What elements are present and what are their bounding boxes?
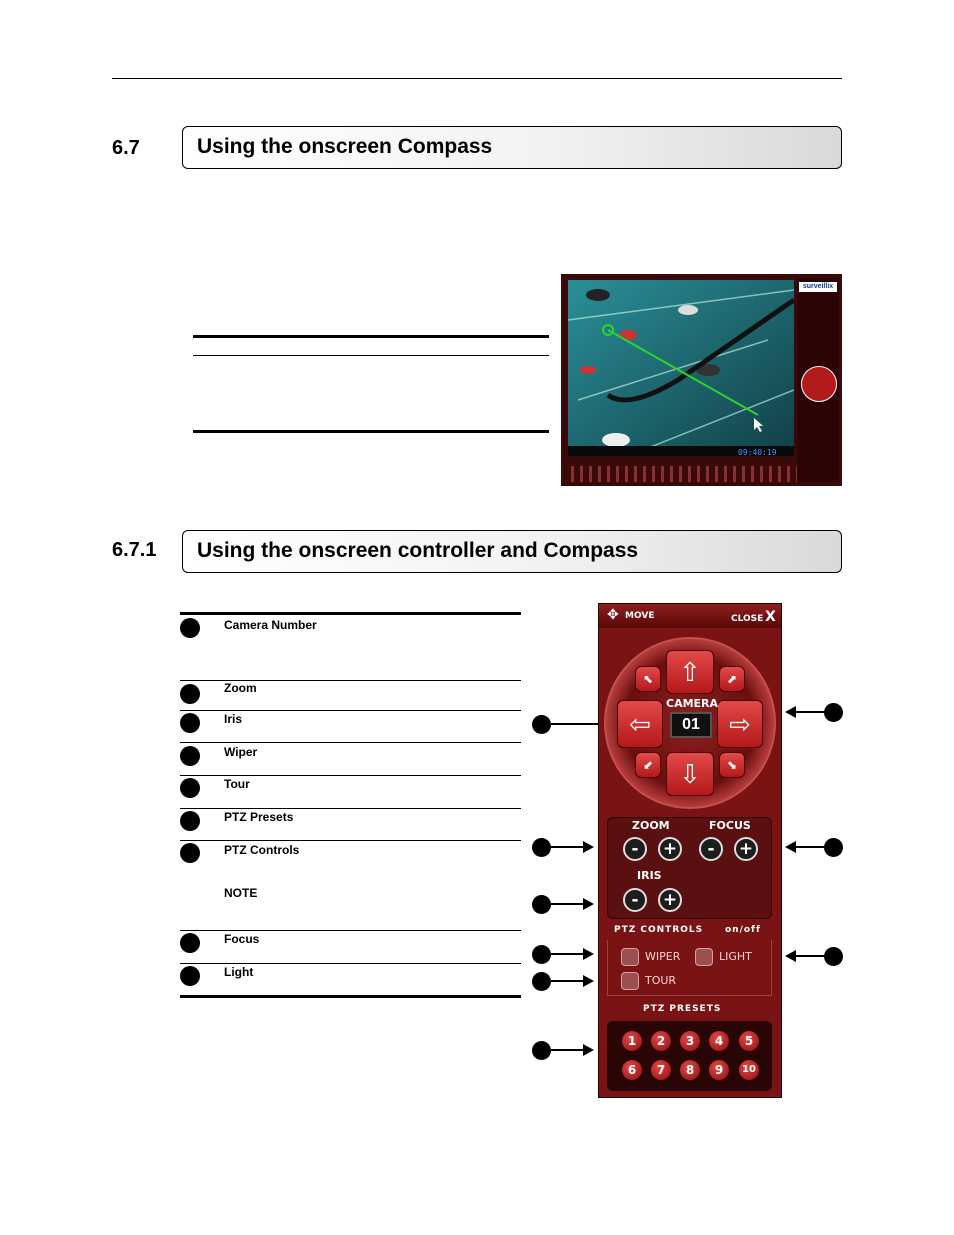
pan-down-left-button[interactable]: ⬋ [635,752,661,778]
section-title: Using the onscreen Compass [197,135,493,158]
legend-row-divider [180,742,521,743]
section-heading-box [182,126,842,169]
pan-up-button[interactable]: ⇧ [666,650,714,694]
preset-button-9[interactable]: 9 [708,1059,730,1081]
zoom-out-button[interactable]: - [623,837,647,861]
section-number: 6.7 [112,137,140,159]
preset-button-7[interactable]: 7 [650,1059,672,1081]
legend-row-divider [180,710,521,711]
preset-button-6[interactable]: 6 [621,1059,643,1081]
legend-label-iris: Iris [224,712,243,726]
preset-button-4[interactable]: 4 [708,1030,730,1052]
preset-button-8[interactable]: 8 [679,1059,701,1081]
wiper-checkbox[interactable] [621,948,639,966]
pan-up-right-button[interactable]: ⬈ [719,666,745,692]
legend-bullet [180,713,200,733]
callout-arrow-head [583,948,594,960]
preset-button-10[interactable]: 10 [738,1059,760,1081]
screenshot-bottom-bar [565,466,797,482]
ptz-presets-label: PTZ PRESETS [643,1004,722,1014]
note-rule-top [193,335,549,338]
note-rule-mid [193,355,549,356]
focus-label: FOCUS [709,819,751,832]
focus-near-button[interactable]: - [699,837,723,861]
camera-number-display[interactable]: 01 [670,712,712,738]
close-label[interactable]: CLOSE [731,614,764,624]
clock-text: 09:40:19 [738,448,777,456]
legend-table-bottom-rule [180,995,521,998]
light-label: LIGHT [719,950,752,963]
callout-arrow [795,846,825,848]
subsection-title: Using the onscreen controller and Compass [197,539,639,562]
callout-arrow [551,1049,584,1051]
legend-bullet [180,684,200,704]
preset-button-2[interactable]: 2 [650,1030,672,1052]
legend-label-ptz-controls: PTZ Controls [224,843,300,857]
light-checkbox[interactable] [695,948,713,966]
camera-scene [568,280,794,456]
iris-close-button[interactable]: - [623,888,647,912]
legend-row-divider [180,840,521,841]
legend-bullet [180,966,200,986]
legend-row-divider [180,808,521,809]
tour-checkbox[interactable] [621,972,639,990]
callout-marker [532,838,551,857]
legend-label-ptz-presets: PTZ Presets [224,810,294,824]
dvr-screenshot [561,274,842,486]
on-off-label: on/off [725,925,761,935]
callout-marker [824,703,843,722]
legend-label-light: Light [224,965,254,979]
callout-arrow [795,955,825,957]
screenshot-sidebar [797,278,839,482]
legend-label-focus: Focus [224,932,260,946]
subsection-number: 6.7.1 [112,539,157,561]
legend-label-camera-number: Camera Number [224,618,317,632]
legend-bullet [180,811,200,831]
legend-bullet [180,746,200,766]
callout-marker [824,947,843,966]
legend-row-divider [180,775,521,776]
pan-right-button[interactable]: ⇨ [717,700,763,748]
callout-marker [532,945,551,964]
move-handle-icon[interactable]: ✥ [607,607,619,623]
pan-down-button[interactable]: ⇩ [666,752,714,796]
camera-label: CAMERA [666,697,719,710]
close-icon[interactable]: X [765,609,776,625]
callout-arrow-head [785,950,796,962]
pan-left-button[interactable]: ⇦ [617,700,663,748]
note-rule-bottom [193,430,549,433]
preset-button-3[interactable]: 3 [679,1030,701,1052]
preset-button-1[interactable]: 1 [621,1030,643,1052]
ptz-panel [598,603,782,1098]
ptz-controls-label: PTZ CONTROLS [614,925,704,935]
callout-marker [532,1041,551,1060]
callout-arrow-head [583,975,594,987]
zoom-label: ZOOM [632,819,670,832]
callout-arrow [551,846,584,848]
header-rule [112,78,842,79]
preset-button-5[interactable]: 5 [738,1030,760,1052]
wiper-label: WIPER [645,950,681,963]
pan-down-right-button[interactable]: ⬊ [719,752,745,778]
callout-marker [532,895,551,914]
move-label[interactable]: MOVE [625,611,655,621]
camera-view [568,280,794,456]
legend-bullet [180,843,200,863]
callout-arrow-head [785,706,796,718]
legend-bullet [180,778,200,798]
focus-far-button[interactable]: + [734,837,758,861]
legend-label-tour: Tour [224,777,250,791]
legend-row-divider [180,963,521,964]
callout-arrow [795,711,825,713]
legend-bullet [180,618,200,638]
zoom-in-button[interactable]: + [658,837,682,861]
brand-logo: surveillix [799,282,837,292]
callout-arrow [551,903,584,905]
callout-marker [824,838,843,857]
subsection-heading-box [182,530,842,573]
callout-arrow-head [785,841,796,853]
legend-bullet [180,933,200,953]
callout-arrow-head [583,841,594,853]
legend-label-wiper: Wiper [224,745,258,759]
legend-row-divider [180,930,521,931]
mini-compass [801,366,837,402]
callout-arrow-head [583,1044,594,1056]
tour-label: TOUR [645,974,677,987]
iris-open-button[interactable]: + [658,888,682,912]
callout-arrow [551,953,584,955]
iris-label: IRIS [637,869,662,882]
callout-marker [532,972,551,991]
pan-up-left-button[interactable]: ⬉ [635,666,661,692]
legend-label-zoom: Zoom [224,681,257,695]
callout-arrow-head [583,898,594,910]
callout-arrow [551,980,584,982]
legend-label-note: NOTE [224,886,258,900]
callout-marker [532,715,551,734]
legend-table-top-rule [180,612,521,615]
